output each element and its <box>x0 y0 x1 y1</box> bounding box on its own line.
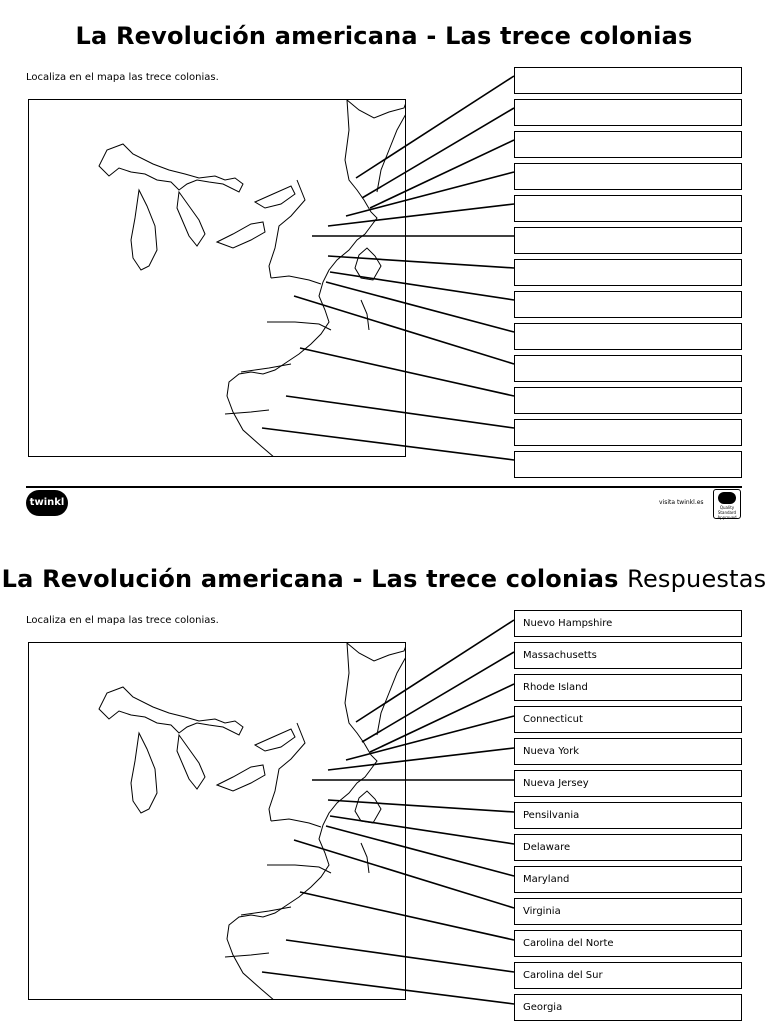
answer-box-empty[interactable] <box>514 419 742 446</box>
answer-box: Massachusetts <box>514 642 742 669</box>
answer-box: Nueva Jersey <box>514 770 742 797</box>
answer-box: Rhode Island <box>514 674 742 701</box>
quality-badge <box>713 489 741 519</box>
colonies-map-answers <box>28 642 406 1000</box>
answer-box-empty[interactable] <box>514 131 742 158</box>
worksheet-instructions: Localiza en el mapa las trece colonias. <box>26 72 219 83</box>
answer-box-empty[interactable] <box>514 291 742 318</box>
answer-box: Maryland <box>514 866 742 893</box>
answers-title <box>0 565 768 593</box>
answers-title-main: La Revolución americana - Las trece colonias <box>1 565 619 593</box>
answer-box-empty[interactable] <box>514 451 742 478</box>
visit-link[interactable]: visita twinkl.es <box>659 499 704 506</box>
answer-box-empty[interactable] <box>514 163 742 190</box>
answer-box: Georgia <box>514 994 742 1021</box>
twinkl-logo: twinkl <box>26 490 68 516</box>
answer-box: Virginia <box>514 898 742 925</box>
answer-box-empty[interactable] <box>514 323 742 350</box>
badge-text: Quality Standard Approved <box>717 505 737 520</box>
worksheet-title: La Revolución americana - Las trece colonias <box>75 22 693 50</box>
answer-box-empty[interactable] <box>514 99 742 126</box>
answer-box: Nueva York <box>514 738 742 765</box>
answers-instructions: Localiza en el mapa las trece colonias. <box>26 615 219 626</box>
answer-box: Carolina del Norte <box>514 930 742 957</box>
answers-title-suffix: Respuestas <box>627 565 767 593</box>
answer-box-empty[interactable] <box>514 355 742 382</box>
answer-box-empty[interactable] <box>514 227 742 254</box>
answer-box-empty[interactable] <box>514 67 742 94</box>
footer-divider <box>26 486 742 488</box>
map-outline <box>29 643 406 1000</box>
answer-box: Delaware <box>514 834 742 861</box>
badge-icon <box>718 492 736 504</box>
answer-box-empty[interactable] <box>514 195 742 222</box>
answer-box: Nuevo Hampshire <box>514 610 742 637</box>
answer-box-empty[interactable] <box>514 387 742 414</box>
answer-box: Pensilvania <box>514 802 742 829</box>
answer-box-empty[interactable] <box>514 259 742 286</box>
colonies-map <box>28 99 406 457</box>
answer-box: Carolina del Sur <box>514 962 742 989</box>
map-outline <box>29 100 406 457</box>
answer-box: Connecticut <box>514 706 742 733</box>
